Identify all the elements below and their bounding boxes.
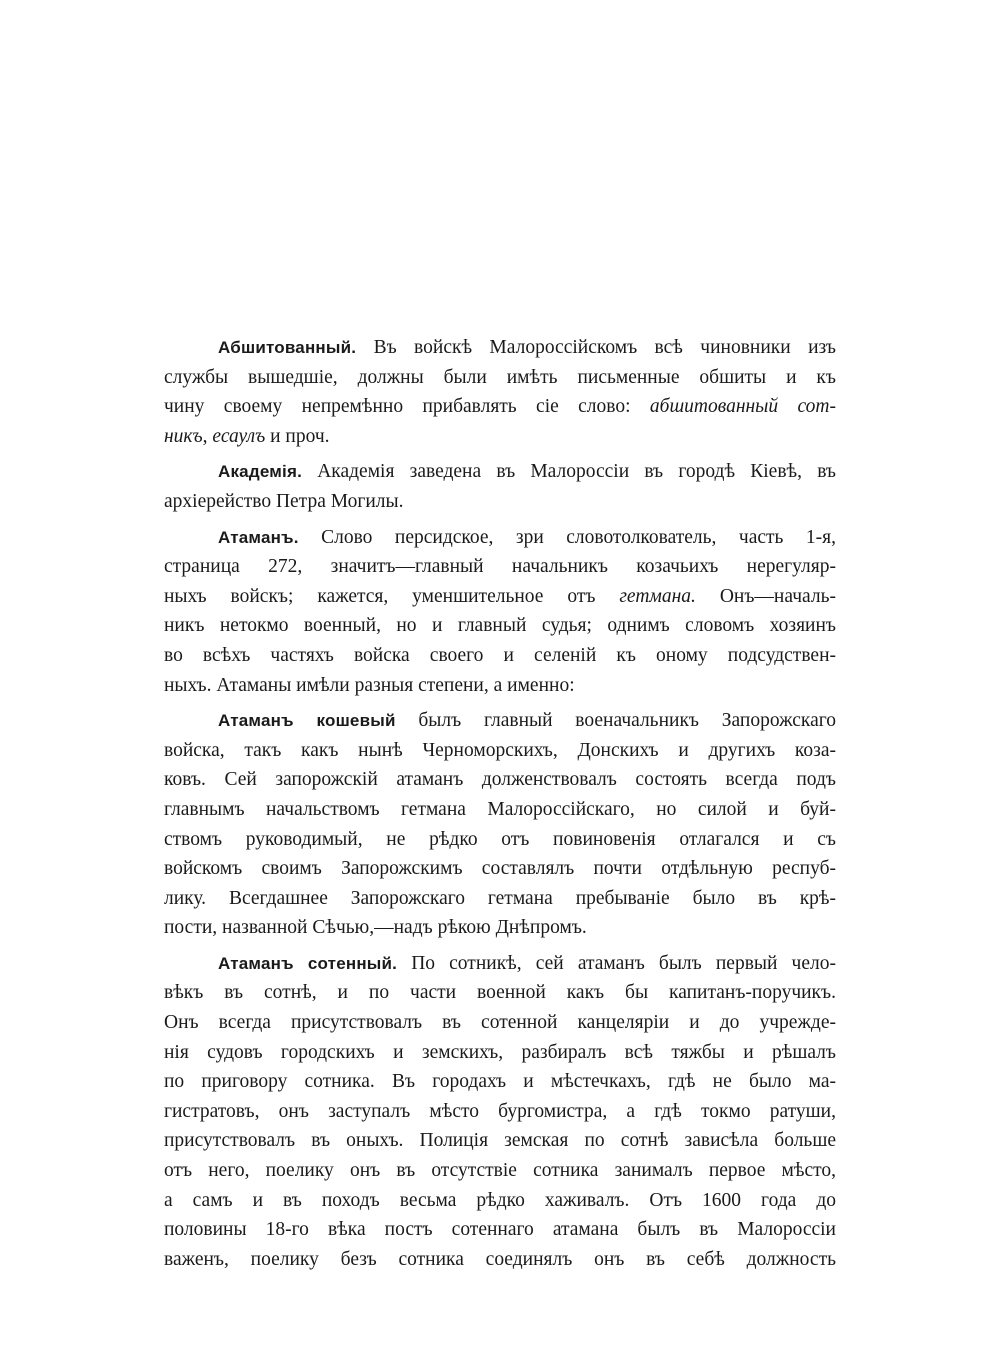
document-page bbox=[164, 333, 836, 1280]
text-line: Абшитованный. Въ войскѣ Малороссійскомъ всѣ чиновники изъ bbox=[218, 337, 836, 358]
dictionary-entry bbox=[164, 333, 836, 451]
text-line: ствомъ руководимый, не рѣдко отъ повиновенія отлагался и съ bbox=[164, 828, 836, 850]
text-line: отъ него, поелику онъ въ отсутствіе сотника занималъ первое мѣсто, bbox=[164, 1160, 836, 1182]
text-line: архіерейство Петра Могилы. bbox=[164, 490, 404, 512]
text-line: половины 18-го вѣка постъ сотеннаго атамана былъ въ Малороссіи bbox=[164, 1219, 836, 1241]
text-line: гистратовъ, онъ заступалъ мѣсто бургомистра, а гдѣ токмо ратуши, bbox=[164, 1100, 836, 1122]
text-line: чину своему непремѣнно прибавлять сіе слово: абшитованный сот- bbox=[164, 396, 836, 418]
text-line: а самъ и въ походъ весьма рѣдко хаживалъ. Отъ 1600 года до bbox=[164, 1189, 836, 1211]
text-line: пости, названной Сѣчью,—надъ рѣкою Днѣпромъ. bbox=[164, 917, 587, 939]
entry-headword: Атаманъ кошевый bbox=[218, 711, 396, 731]
entry-headword: Академія. bbox=[218, 462, 303, 482]
text-line: присутствовалъ въ оныхъ. Полиція земская по сотнѣ зависѣла больше bbox=[164, 1130, 836, 1152]
text-line: по приговору сотника. Въ городахъ и мѣстечкахъ, гдѣ не было ма- bbox=[164, 1071, 836, 1093]
text-line: лику. Всегдашнее Запорожскаго гетмана пребываніе было въ крѣ- bbox=[164, 887, 836, 909]
text-line: войскомъ своимъ Запорожскимъ составлялъ почти отдѣльную респуб- bbox=[164, 858, 836, 880]
entry-headword: Атаманъ сотенный. bbox=[218, 953, 398, 973]
dictionary-entry bbox=[164, 706, 836, 943]
text-line: вѣкъ въ сотнѣ, и по части военной какъ бы капитанъ-поручикъ. bbox=[164, 982, 836, 1004]
text-line: никъ нетокмо военный, но и главный судья; однимъ словомъ хозяинъ bbox=[164, 615, 836, 637]
text-line: Онъ всегда присутствовалъ въ сотенной канцеляріи и до учрежде- bbox=[164, 1012, 836, 1034]
text-line: службы вышедшіе, должны были имѣть письменные обшиты и къ bbox=[164, 366, 836, 388]
entry-headword: Абшитованный. bbox=[218, 338, 357, 357]
text-line: Атаманъ кошевый былъ главный военачальникъ Запорожскаго bbox=[218, 710, 836, 732]
text-line: Атаманъ сотенный. По сотникѣ, сей атаманъ былъ первый чело- bbox=[218, 952, 836, 974]
text-line: войска, такъ какъ нынѣ Черноморскихъ, Донскихъ и другихъ коза- bbox=[164, 739, 836, 761]
text-line: главнымъ начальствомъ гетмана Малороссійскаго, но силой и буй- bbox=[164, 798, 836, 820]
text-line: страница 272, значитъ—главный начальникъ козачьихъ нерегуляр- bbox=[164, 556, 836, 578]
text-line: Атаманъ. Слово персидское, зри словотолкователь, часть 1-я, bbox=[218, 526, 836, 548]
text-line: важенъ, поелику безъ сотника соединялъ онъ въ себѣ должность bbox=[164, 1248, 836, 1270]
text-line: ныхъ. Атаманы имѣли разныя степени, а именно: bbox=[164, 674, 575, 696]
entry-headword: Атаманъ. bbox=[218, 527, 299, 547]
dictionary-entry bbox=[164, 949, 836, 1275]
dictionary-entry bbox=[164, 523, 836, 701]
text-line: ковъ. Сей запорожскій атаманъ долженствовалъ состоять всегда подъ bbox=[164, 769, 836, 791]
text-line: Академія. Академія заведена въ Малороссіи въ городѣ Кіевѣ, въ bbox=[218, 461, 836, 483]
text-line: во всѣхъ частяхъ войска своего и селеній къ оному подсудствен- bbox=[164, 644, 836, 666]
text-line: нія судовъ городскихъ и земскихъ, разбиралъ всѣ тяжбы и рѣшалъ bbox=[164, 1041, 836, 1063]
text-line: ныхъ войскъ; кажется, уменшительное отъ гетмана. Онъ—началь- bbox=[164, 585, 836, 607]
dictionary-entry bbox=[164, 457, 836, 516]
text-line: никъ, есаулъ и проч. bbox=[164, 425, 330, 447]
